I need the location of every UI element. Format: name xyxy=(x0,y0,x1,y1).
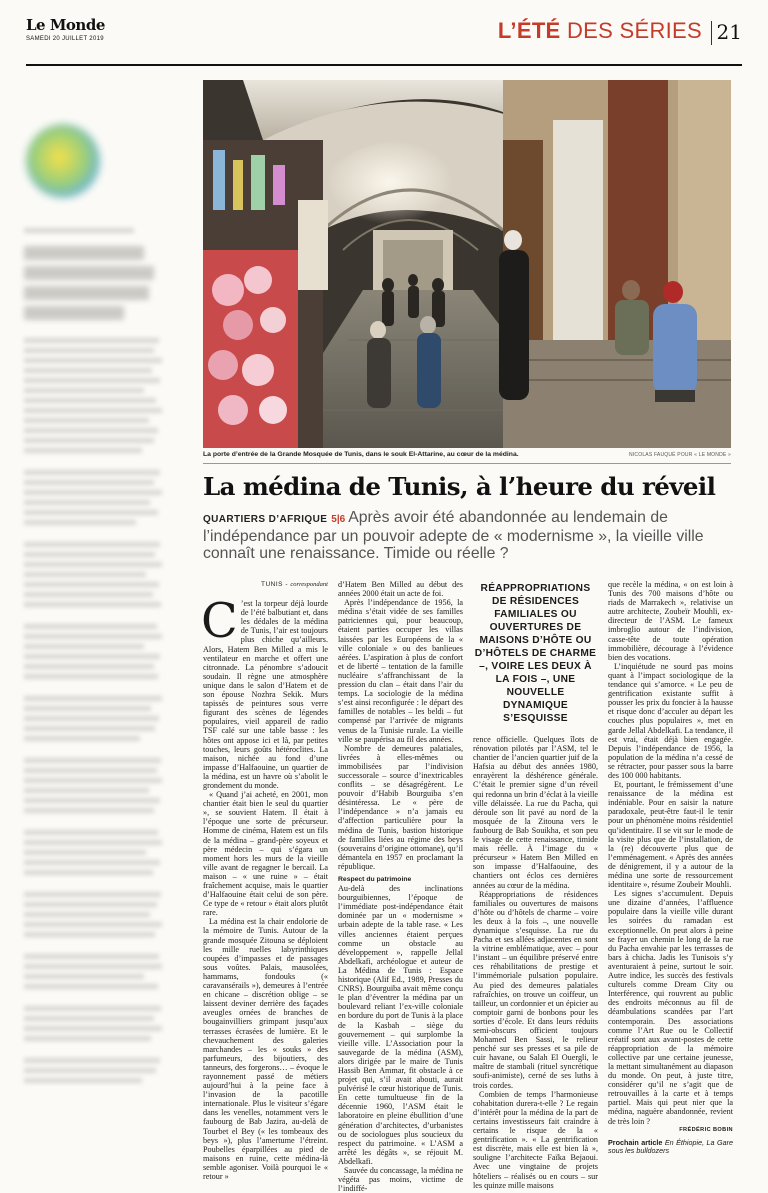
paragraph: Combien de temps l’harmonieuse cohabitation durera-t-elle ? Le regain d’intérêt pour la médina de la part de certains investisseurs fait craindre à certains le risque de la « gentrification ». « La gentrification est discrète, mais elle est bien là », souligne l’architecte Faïka Bejaoui. Avec une vingtaine de projets hôteliers – réalisés ou en cours – sur les quinze mille maisons xyxy=(473,1089,598,1190)
paragraph: La médina est la chair endolorie de la mémoire de Tunis. Autour de la grande mosquée Zitouna se déploient les mille ruelles labyrinthiques coupées d’impasses et de passages sous voûtes. Palais, mausolées, hammams, fondouks (« caravansérails »), demeures à l’entrée en chicane – discrétion oblige – se laissent deviner derrière des façades aveugles ornées de branches de bougainvilliers grimpant jusqu’aux terrasses écrasées de lumière. Et le chevauchement des galeries marchandes – les « souks » des parfumeurs, des bijoutiers, des tanneurs, des forgerons… – évoque le rayonnement passé de métiers aujourd’hui à la peine face à l’invasion de la pacotille internationale. Plus le visiteur s’égare dans les venelles, notamment vers le faubourg de Bab Jazira, au-delà de Tourbet el Bey (« les tombeaux des beys »), plus l’amertume l’étreint. Poubelles éparpillées au pied de maisons en ruine, cette médina-là semble agoniser. Voilà pourquoi le « retour » xyxy=(203,917,328,1181)
blurred-illustration xyxy=(26,124,100,198)
drop-cap: C xyxy=(201,593,238,650)
next-article xyxy=(608,1139,733,1156)
episode-number: 5|6 xyxy=(331,514,346,525)
paragraph: d’Hatem Ben Milled au début des années 2000 était un acte de foi. xyxy=(338,580,463,599)
newspaper-logo: Le Monde xyxy=(26,16,105,34)
series-kicker: QUARTIERS D’AFRIQUE xyxy=(203,514,328,525)
photo-caption xyxy=(203,451,731,458)
issue-date: SAMEDI 20 JUILLET 2019 xyxy=(26,36,104,42)
section-rubric xyxy=(498,18,702,44)
adjacent-page-column-blurred xyxy=(18,110,168,1100)
paragraph: Après l’indépendance de 1956, la médina s’était vidée de ses familles patriciennes qui, pour beaucoup, étaient parties occuper les villas laissées par les Européens de la « ville coloniale » ou des banlieues aérées. L’aspiration à plus de confort et de liberté – tentation de la famille nucléaire s’affranchissant de la pression du clan – était dans l’air du temps. La sociologie de la médina s’est ainsi reconfigurée : le départ des familles de notables – les beldi – fut compensé par l’arrivée de migrants venus de la Tunisie rurale. La vieille ville se paupérisa au fil des années. xyxy=(338,598,463,744)
byline xyxy=(203,580,328,589)
paragraph: rence officielle. Quelques îlots de rénovation pilotés par l’ASM, tel le chantier de l’ancien quartier juif de la Hafsia au début des années 1980, enrayèrent la déshérence générale. C’était le premier signe d’un réveil qui redonna un brin d’éclat à la vieille ville délaissée. La rue du Pacha, qui déroule son lit pavé au nord de la mosquée de la Zitouna vers le faubourg de Bab Souikha, et son peu le visage de cette renaissance, timide mais réelle. À l’image du « précurseur » Hatem Ben Milled en son impasse d’Halfaouine, des chantiers ont éclos ces dernières années au cœur de la médina. xyxy=(473,735,598,890)
paragraph: ’est la torpeur déjà lourde de l’été balbutiant et, dans les dédales de la médina de Tunis, l’air est toujours plus chiche qu’ailleurs. Alors, Hatem Ben Milled a mis le ventilateur en marche et offert une citronnade. La pénombre s’adoucit soudain. Il règne une atmosphère unique dans le salon d’Hatem et de son épouse Nozhra Sekik. Murs tapissés de peintures sous verre figurant des scènes de légendes populaires, vieil appareil de radio TSF calé sur une table basse : les hôtes ont appose ici et là, par petites touches, leurs goûts hétéroclites. La maison, nichée au fond d’une impasse d’Halfaouine, un quartier de la médina, est un havre où s’abolit le grondement du monde. xyxy=(203,599,328,790)
masthead xyxy=(26,14,742,58)
paragraph: Les signes s’accumulent. Depuis une dizaine d’années, l’affluence populaire dans la vieille ville durant les soirées du ramadan est exceptionnelle. On peut alors à peine se frayer un chemin le long de la rue du Pacha envahie par les terrasses de bars à chicha. Jadis les Tunisois s’y aventuraient à peine, surtout le soir. Autre indice, les succès des festivals culturels comme Dream City ou Interférence, qui rouvrent au public des endroits méconnus au fil de déambulations scandées par l’art contemporain. Des associations comme l’Art Rue ou le Collectif créatif sont aux avant-postes de cette réappropriation de la mémoire collective par une certaine jeunesse, la mettant simultanément au diapason du monde. On peut, à juste titre, considérer qu’il ne s’agit que de retrouvailles à la carte et à temps partiel. Mais qui peut nier que la médina, naguère abandonnée, revient de très loin ? xyxy=(608,889,733,1126)
page-number: 21 xyxy=(716,20,742,44)
rubric-bold: L’ÉTÉ xyxy=(497,18,561,43)
paragraph: L’inquiétude ne sourd pas moins quant à l’impact sociologique de la tendance qui s’amorce. « Le peu de gentrification existante suffit à pousser les prix du foncier à la hausse et risque donc d’acculer au départ les couches plus populaires », met en garde Jellal Abdelkafi. La tendance, il est vrai, était déjà bien engagée. Depuis l’indépendance de 1956, la population de la médina n’a cessé de se rétracter, pour passer sous la barre des 100 000 habitants. xyxy=(608,661,733,780)
caption-rule xyxy=(203,463,731,464)
caption-text: La porte d’entrée de la Grande Mosquée de Tunis, dans le souk El-Attarine, au cœur de la médina. xyxy=(203,451,519,458)
next-article-label: Prochain article xyxy=(608,1137,663,1147)
paragraph: Au-delà des inclinations bourguibiennes, l’époque de l’immédiate post-indépendance était dominée par un « modernisme » urbain adepte de la table rase. « Les villes anciennes étaient perçues comme un obstacle au développement », rappelle Jellal Abdelkafi, archéologue et auteur de La Médina de Tunis : Espace historique (Alif Ed., 1989, Presses du CNRS). Bourguiba avait même conçu le plan d’éventrer la médina par un boulevard reliant l’ex-ville coloniale en bordure du port de Tunis à la place de la Kasbah – siège du gouvernement – qui surplombe la vieille ville. L’Association pour la sauvegarde de la médina (ASM), alors dirigée par le maire de Tunis Hassib Ben Ammar, fit obstacle à ce projet qui, s’il avait abouti, aurait pulvérisé le cœur historique de Tunis. En cette tumultueuse fin de la décennie 1960, l’ASM était le laboratoire en pleine ébullition d’une génération d’architectes, d’urbanistes ou de sociologues plus soucieux du respect du patrimoine. « L’ASM a arrêté les dégâts », se réjouit M. Abdelkafi. xyxy=(338,884,463,1166)
deck-text: Après avoir été abandonnée au lendemain de l’indépendance par un pouvoir adepte de « modernisme », la vieille ville connaît une renaissance. Timide ou réelle ? xyxy=(203,509,704,562)
souk-photo xyxy=(203,80,731,448)
byline-place: TUNIS - xyxy=(261,581,288,588)
souk-photo-illustration xyxy=(203,80,731,448)
subhead: Respect du patrimoine xyxy=(338,876,412,883)
paragraph: Nombre de demeures palatiales, livrées à elles-mêmes ou immobilisées par l’indivision successorale – source d’inextricables conflits – se désagrégèrent. Le pouvoir d’Habib Bourguiba s’en désintéressa. Le « père de l’indépendance » n’a jamais eu d’affection particulière pour la médina de Tunis, bastion historique de familles liées au régime des beys (souverains d’origine ottomane), qu’il démantela en 1957 en proclamant la république. xyxy=(338,743,463,871)
photo-credit: NICOLAS FAUQUÉ POUR « LE MONDE » xyxy=(629,452,731,458)
pull-quote: RÉAPPROPRIATIONS DE RÉSIDENCES FAMILIALES OU OUVERTURES DE MAISONS D’HÔTE OU D’HÔTELS DE CHARME –, VOIRE LES DEUX À LA FOIS –, UNE NOUVELLE DYNAMIQUE S’ESQUISSE xyxy=(474,583,597,724)
paragraph: Sauvée du concassage, la médina ne végéta pas moins, victime de l’indiffé- xyxy=(338,1166,463,1193)
article-headline: La médina de Tunis, à l’heure du réveil xyxy=(203,472,716,501)
paragraph: Réappropriations de résidences familiales ou ouvertures de maisons d’hôte ou d’hôtels de charme – voire les deux à la fois –, une nouvelle dynamique s’esquisse. La rue du Pacha et ses allées adjacentes en sont la vitrine emblématique, avec – pour l’instant – un équilibre préservé entre ces réhabilitations de prestige et l’immémoriale pulsation populaire. Au pied des demeures palatiales rafraîchies, on trouve un coiffeur, un tailleur, un cordonnier et un épicier au comptoir garni de bonbons pour les sorties d’école. Et dans leurs réduits semi-obscurs officient toujours Mohamed Ben Sassi, le relieur penché sur ses presses et sa pile de cuir havane, ou Salah El Ouergli, le maître de stambali (rituel syncrétique soufi-animiste), cerné de ses luths à trois cordes. xyxy=(473,889,598,1090)
body-column-3 xyxy=(473,580,598,1190)
next-article-title: En Éthiopie, La Gare sous les bulldozers xyxy=(608,1137,733,1156)
body-column-1 xyxy=(203,580,328,1181)
byline-role: correspondant xyxy=(290,581,328,588)
rubric-divider xyxy=(711,21,712,45)
article-deck xyxy=(203,509,743,562)
body-column-4 xyxy=(608,580,733,1156)
paragraph: « Quand j’ai acheté, en 2001, mon chantier était bien le seul du quartier », se souvient Hatem. Il était à l’époque une sorte de précurseur. Homme de cinéma, Hatem est un fils de la médina – grand-père soyeux et père médecin – qui s’égara un moment hors les murs de la vieille ville avant de regagner le bercail. La maison – « une ruine » – était fraîchement acquise, mais le quartier d’Halfaouine était celui de son père. Ce type de « retour » était alors plutôt rare. xyxy=(203,790,328,918)
paragraph: Et, pourtant, le frémissement d’une renaissance de la médina est indéniable. Pour en saisir la nature paradoxale, peut-être faut-il le tenir pour un phénomène moins résidentiel qu’identitaire. Il se vit sur le mode de la visite plus que de l’installation, de la (re) découverte plus que de l’emménagement. « Après des années de dénigrement, il y a autour de la médina une sorte de ressourcement identitaire », résume Zoubeïr Mouhli. xyxy=(608,780,733,890)
rubric-rest: DES SÉRIES xyxy=(566,18,702,43)
paragraph: que recèle la médina, « on est loin à Tunis des 700 maisons d’hôte ou riads de Marrakech », relativise un autre architecte, Zoubeïr Mouhli, ex-directeur de l’ASM. Le fameux imbroglio autour de l’indivision, casse-tête de toute opération immobilière, décourage à l’évidence bien des vocations. xyxy=(608,580,733,662)
author-signature: FRÉDÉRIC BOBIN xyxy=(679,1126,733,1133)
top-rule xyxy=(26,64,742,66)
body-column-2 xyxy=(338,580,463,1193)
